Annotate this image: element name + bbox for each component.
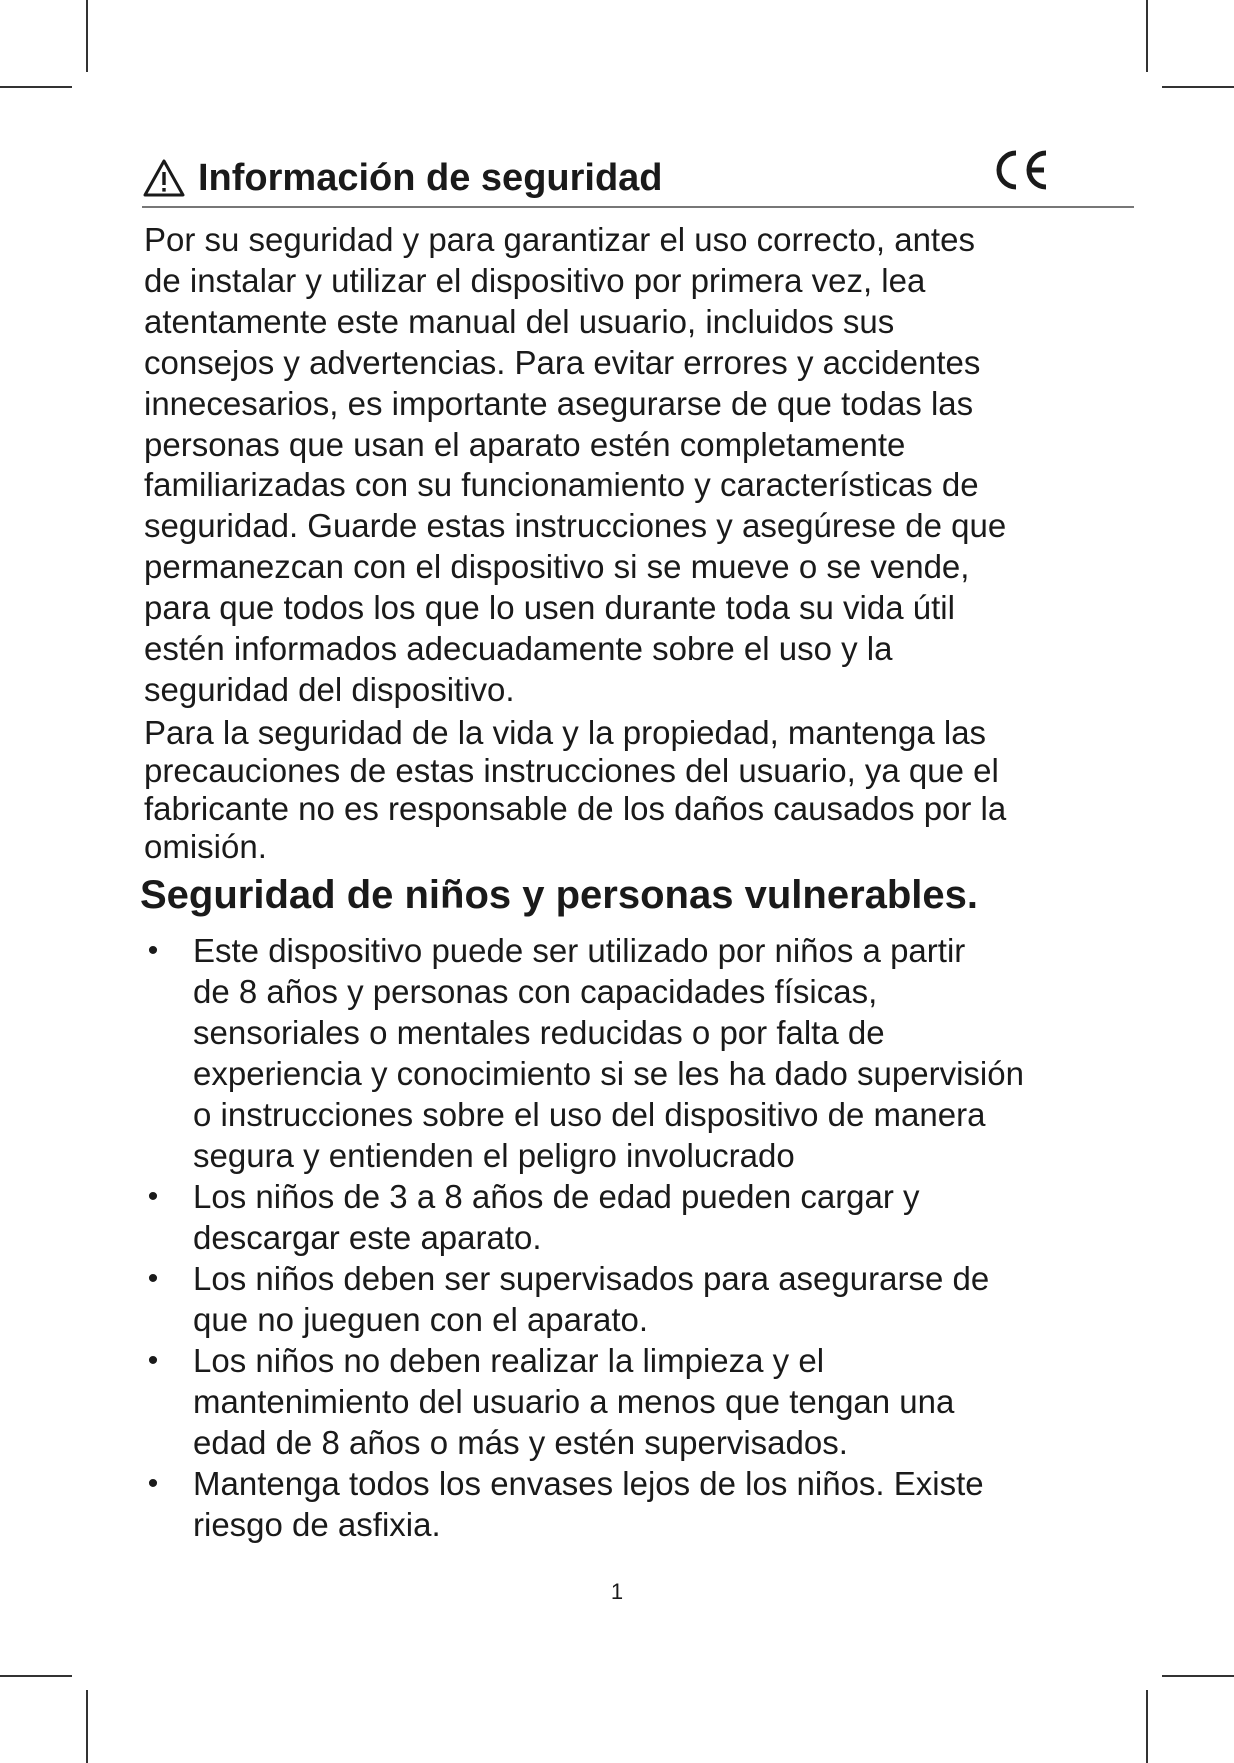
list-item xyxy=(140,1463,1140,1545)
bullet-icon: • xyxy=(147,1180,159,1213)
list-item xyxy=(140,1258,1140,1340)
warning-triangle-icon xyxy=(142,158,186,198)
child-safety-heading: Seguridad de niños y personas vulnerables. xyxy=(140,873,979,917)
list-item-text: Los niños deben ser supervisados para asegurarse de que no jueguen con el aparato. xyxy=(193,1260,990,1338)
crop-mark-top-left-vertical xyxy=(86,0,88,72)
crop-mark-top-right-vertical xyxy=(1146,0,1148,72)
page-number: 1 xyxy=(610,1579,624,1604)
list-item-text: Los niños no deben realizar la limpieza y el mantenimiento del usuario a menos que tengan una edad de 8 años o más y estén supervisados. xyxy=(193,1342,955,1461)
bullet-icon: • xyxy=(147,1262,159,1295)
crop-mark-top-left-horizontal xyxy=(0,86,72,88)
header-divider xyxy=(142,206,1134,208)
crop-mark-bottom-right-vertical xyxy=(1146,1690,1148,1763)
child-safety-list xyxy=(140,930,1140,1545)
crop-mark-bottom-right-horizontal xyxy=(1162,1675,1234,1677)
list-item-text: Los niños de 3 a 8 años de edad pueden cargar y descargar este aparato. xyxy=(193,1178,920,1256)
list-item-text: Mantenga todos los envases lejos de los niños. Existe riesgo de asfixia. xyxy=(193,1465,984,1543)
list-item xyxy=(140,1176,1140,1258)
liability-paragraph: Para la seguridad de la vida y la propiedad, mantenga las precauciones de estas instrucciones del usuario, ya que el fabricante no es responsable de los daños causados por la omisión. xyxy=(144,714,1007,865)
bullet-icon: • xyxy=(147,934,159,967)
list-item-text: Este dispositivo puede ser utilizado por niños a partir de 8 años y personas con capacidades físicas, sensoriales o mentales reducidas o por falta de experiencia y conocimiento si se les ha dado supervisión o instrucciones sobre el uso del dispositivo de manera segura y entienden el peligro involucrado xyxy=(193,932,1024,1174)
crop-mark-bottom-left-horizontal xyxy=(0,1675,72,1677)
list-item xyxy=(140,1340,1140,1463)
bullet-icon: • xyxy=(147,1344,159,1377)
bullet-icon: • xyxy=(147,1467,159,1500)
ce-mark-icon xyxy=(990,148,1050,192)
list-item xyxy=(140,930,1140,1176)
intro-paragraph: Por su seguridad y para garantizar el uso correcto, antes de instalar y utilizar el dispositivo por primera vez, lea atentamente este manual del usuario, incluidos sus consejos y advertencias. Para evitar errores y accidentes innecesarios, es importante asegurarse de que todas las personas que usan el aparato estén completamente familiarizadas con su funcionamiento y características de seguridad. Guarde estas instrucciones y asegúrese de que permanezcan con el dispositivo si se mueve o se vende, para que todos los que lo usen durante toda su vida útil estén informados adecuadamente sobre el uso y la seguridad del dispositivo. xyxy=(144,221,1007,708)
crop-mark-bottom-left-vertical xyxy=(86,1690,88,1763)
section-title-text: Información de seguridad xyxy=(198,157,663,199)
section-title xyxy=(142,150,663,206)
crop-mark-top-right-horizontal xyxy=(1162,86,1234,88)
